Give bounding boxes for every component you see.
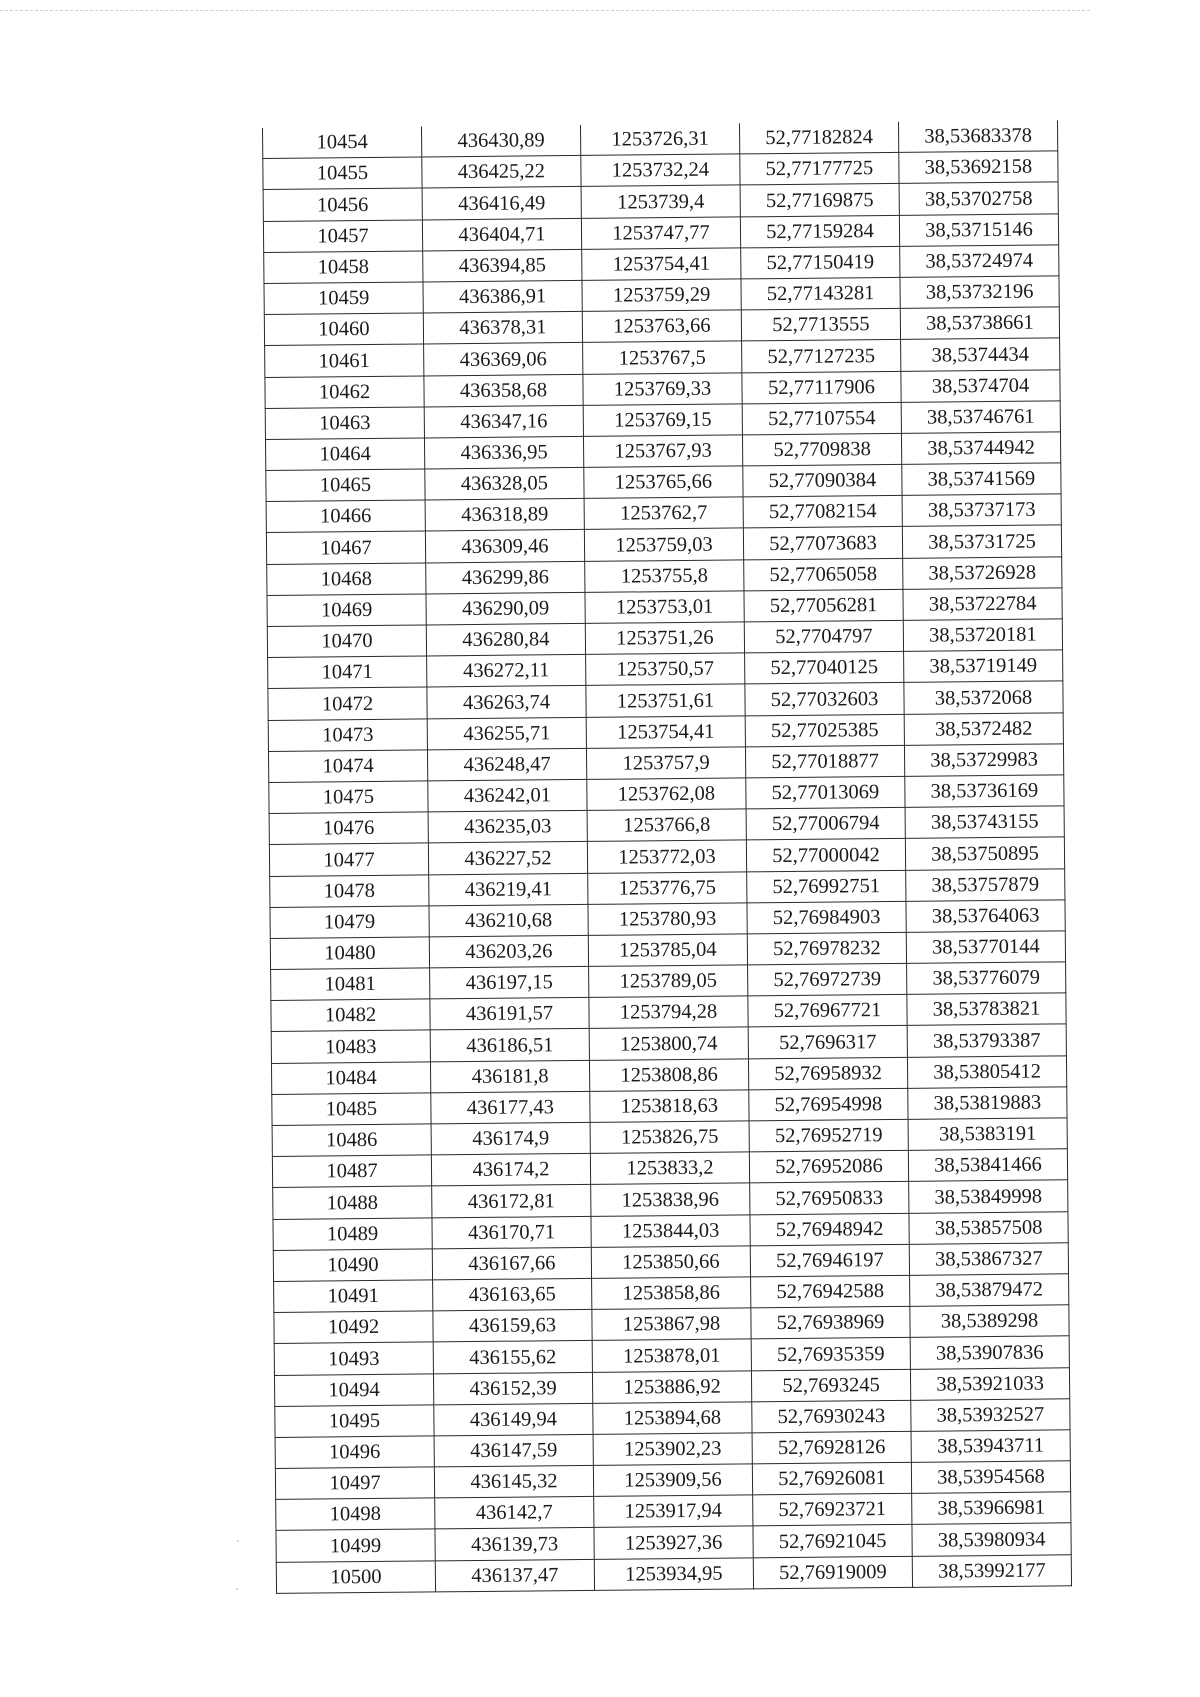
longitude-cell: 38,53921033 — [910, 1367, 1069, 1400]
y-coordinate-cell: 1253894,68 — [593, 1402, 752, 1435]
latitude-cell: 52,76923721 — [753, 1494, 912, 1527]
x-coordinate-cell: 436149,94 — [434, 1403, 593, 1436]
latitude-cell: 52,76935359 — [751, 1338, 910, 1371]
longitude-cell: 38,53732196 — [900, 276, 1059, 309]
y-coordinate-cell: 1253754,41 — [582, 248, 741, 281]
x-coordinate-cell: 436170,71 — [432, 1216, 591, 1249]
x-coordinate-cell: 436197,15 — [430, 966, 589, 999]
point-number-cell: 10476 — [269, 812, 428, 845]
longitude-cell: 38,53966981 — [912, 1492, 1071, 1525]
y-coordinate-cell: 1253789,05 — [589, 965, 748, 998]
y-coordinate-cell: 1253759,29 — [582, 279, 741, 312]
x-coordinate-cell: 436210,68 — [429, 904, 588, 937]
x-coordinate-cell: 436174,9 — [431, 1122, 590, 1155]
x-coordinate-cell: 436203,26 — [429, 935, 588, 968]
latitude-cell: 52,77000042 — [746, 839, 905, 872]
longitude-cell: 38,53729983 — [904, 744, 1063, 777]
x-coordinate-cell: 436299,86 — [426, 561, 585, 594]
longitude-cell: 38,53741569 — [902, 463, 1061, 496]
longitude-cell: 38,53683378 — [898, 120, 1057, 152]
longitude-cell: 38,53867327 — [909, 1243, 1068, 1276]
x-coordinate-cell: 436272,11 — [427, 655, 586, 688]
latitude-cell: 52,76930243 — [752, 1400, 911, 1433]
point-number-cell: 10495 — [275, 1405, 434, 1438]
latitude-cell: 52,76948942 — [750, 1213, 909, 1246]
latitude-cell: 52,76984903 — [747, 901, 906, 934]
y-coordinate-cell: 1253755,8 — [585, 560, 744, 593]
y-coordinate-cell: 1253766,8 — [587, 809, 746, 842]
longitude-cell: 38,53746761 — [901, 401, 1060, 434]
point-number-cell: 10457 — [263, 220, 422, 253]
y-coordinate-cell: 1253833,2 — [590, 1152, 749, 1185]
x-coordinate-cell: 436425,22 — [422, 156, 581, 189]
latitude-cell: 52,77018877 — [745, 745, 904, 778]
longitude-cell: 38,53715146 — [899, 213, 1058, 246]
point-number-cell: 10454 — [262, 126, 421, 158]
x-coordinate-cell: 436163,65 — [433, 1278, 592, 1311]
y-coordinate-cell: 1253765,66 — [584, 466, 743, 499]
y-coordinate-cell: 1253769,33 — [583, 372, 742, 405]
y-coordinate-cell: 1253826,75 — [590, 1121, 749, 1154]
latitude-cell: 52,77006794 — [746, 807, 905, 840]
latitude-cell: 52,76972739 — [748, 963, 907, 996]
longitude-cell: 38,53879472 — [910, 1274, 1069, 1307]
longitude-cell: 38,53743155 — [905, 806, 1064, 839]
point-number-cell: 10484 — [271, 1062, 430, 1095]
latitude-cell: 52,76938969 — [751, 1306, 910, 1339]
x-coordinate-cell: 436404,71 — [422, 218, 581, 251]
point-number-cell: 10456 — [263, 188, 422, 221]
y-coordinate-cell: 1253794,28 — [589, 996, 748, 1029]
point-number-cell: 10474 — [268, 750, 427, 783]
latitude-cell: 52,77040125 — [745, 652, 904, 685]
point-number-cell: 10498 — [276, 1498, 435, 1531]
x-coordinate-cell: 436347,16 — [424, 405, 583, 438]
latitude-cell: 52,77013069 — [746, 776, 905, 809]
x-coordinate-cell: 436290,09 — [426, 592, 585, 625]
latitude-cell: 52,76919009 — [753, 1556, 912, 1589]
point-number-cell: 10458 — [264, 251, 423, 284]
latitude-cell: 52,77090384 — [743, 464, 902, 497]
point-number-cell: 10479 — [270, 906, 429, 939]
y-coordinate-cell: 1253917,94 — [594, 1495, 753, 1528]
latitude-cell: 52,7709838 — [742, 433, 901, 466]
longitude-cell: 38,53943711 — [911, 1430, 1070, 1463]
latitude-cell: 52,7696317 — [748, 1026, 907, 1059]
point-number-cell: 10487 — [272, 1155, 431, 1188]
point-number-cell: 10466 — [266, 500, 425, 533]
latitude-cell: 52,77169875 — [740, 184, 899, 217]
y-coordinate-cell: 1253732,24 — [581, 154, 740, 187]
longitude-cell: 38,53726928 — [903, 556, 1062, 589]
y-coordinate-cell: 1253909,56 — [593, 1464, 752, 1497]
longitude-cell: 38,53954568 — [911, 1461, 1070, 1494]
y-coordinate-cell: 1253844,03 — [591, 1214, 750, 1247]
y-coordinate-cell: 1253757,9 — [586, 747, 745, 780]
coordinates-table-body — [262, 120, 1071, 1593]
longitude-cell: 38,53857508 — [909, 1211, 1068, 1244]
point-number-cell: 10494 — [274, 1373, 433, 1406]
latitude-cell: 52,77065058 — [744, 558, 903, 591]
longitude-cell: 38,53770144 — [906, 931, 1065, 964]
x-coordinate-cell: 436328,05 — [425, 467, 584, 500]
longitude-cell: 38,5374704 — [901, 369, 1060, 402]
latitude-cell: 52,77143281 — [741, 277, 900, 310]
latitude-cell: 52,7704797 — [744, 620, 903, 653]
point-number-cell: 10464 — [265, 438, 424, 471]
y-coordinate-cell: 1253776,75 — [588, 871, 747, 904]
longitude-cell: 38,53776079 — [907, 962, 1066, 995]
x-coordinate-cell: 436186,51 — [430, 1029, 589, 1062]
x-coordinate-cell: 436152,39 — [433, 1372, 592, 1405]
longitude-cell: 38,53750895 — [905, 837, 1064, 870]
y-coordinate-cell: 1253850,66 — [591, 1246, 750, 1279]
y-coordinate-cell: 1253902,23 — [593, 1433, 752, 1466]
x-coordinate-cell: 436235,03 — [428, 811, 587, 844]
x-coordinate-cell: 436263,74 — [427, 686, 586, 719]
y-coordinate-cell: 1253763,66 — [582, 310, 741, 343]
y-coordinate-cell: 1253769,15 — [583, 404, 742, 437]
x-coordinate-cell: 436255,71 — [427, 717, 586, 750]
y-coordinate-cell: 1253767,93 — [583, 435, 742, 468]
longitude-cell: 38,53764063 — [906, 900, 1065, 933]
y-coordinate-cell: 1253754,41 — [586, 715, 745, 748]
longitude-cell: 38,5372068 — [904, 681, 1063, 714]
y-coordinate-cell: 1253934,95 — [594, 1557, 753, 1590]
x-coordinate-cell: 436280,84 — [426, 623, 585, 656]
x-coordinate-cell: 436369,06 — [424, 343, 583, 376]
x-coordinate-cell: 436358,68 — [424, 374, 583, 407]
x-coordinate-cell: 436430,89 — [421, 125, 580, 157]
latitude-cell: 52,77032603 — [745, 683, 904, 716]
point-number-cell: 10490 — [273, 1249, 432, 1282]
longitude-cell: 38,53841466 — [908, 1149, 1067, 1182]
latitude-cell: 52,77150419 — [741, 246, 900, 279]
y-coordinate-cell: 1253767,5 — [583, 341, 742, 374]
point-number-cell: 10496 — [275, 1436, 434, 1469]
y-coordinate-cell: 1253750,57 — [586, 653, 745, 686]
x-coordinate-cell: 436191,57 — [430, 998, 589, 1031]
y-coordinate-cell: 1253751,61 — [586, 684, 745, 717]
y-coordinate-cell: 1253780,93 — [588, 903, 747, 936]
longitude-cell: 38,53793387 — [907, 1024, 1066, 1057]
latitude-cell: 52,77127235 — [742, 340, 901, 373]
latitude-cell: 52,77182824 — [739, 122, 898, 154]
latitude-cell: 52,77056281 — [744, 589, 903, 622]
longitude-cell: 38,53722784 — [903, 588, 1062, 621]
point-number-cell: 10462 — [265, 375, 424, 408]
x-coordinate-cell: 436309,46 — [425, 530, 584, 563]
y-coordinate-cell: 1253867,98 — [592, 1308, 751, 1341]
longitude-cell: 38,53980934 — [912, 1523, 1071, 1556]
x-coordinate-cell: 436155,62 — [433, 1341, 592, 1374]
point-number-cell: 10486 — [272, 1124, 431, 1157]
scan-speck — [237, 1540, 239, 1542]
point-number-cell: 10480 — [270, 937, 429, 970]
longitude-cell: 38,53720181 — [903, 619, 1062, 652]
latitude-cell: 52,76926081 — [752, 1462, 911, 1495]
longitude-cell: 38,5374434 — [901, 338, 1060, 371]
y-coordinate-cell: 1253785,04 — [588, 934, 747, 967]
y-coordinate-cell: 1253751,26 — [585, 622, 744, 655]
x-coordinate-cell: 436137,47 — [435, 1559, 594, 1592]
point-number-cell: 10489 — [273, 1217, 432, 1250]
table-row — [276, 1554, 1071, 1593]
y-coordinate-cell: 1253772,03 — [587, 840, 746, 873]
point-number-cell: 10471 — [268, 656, 427, 689]
x-coordinate-cell: 436177,43 — [431, 1091, 590, 1124]
x-coordinate-cell: 436318,89 — [425, 499, 584, 532]
y-coordinate-cell: 1253726,31 — [580, 123, 739, 155]
longitude-cell: 38,53731725 — [902, 525, 1061, 558]
x-coordinate-cell: 436242,01 — [428, 779, 587, 812]
x-coordinate-cell: 436336,95 — [424, 436, 583, 469]
point-number-cell: 10473 — [268, 719, 427, 752]
x-coordinate-cell: 436174,2 — [431, 1154, 590, 1187]
longitude-cell: 38,5389298 — [910, 1305, 1069, 1338]
x-coordinate-cell: 436248,47 — [427, 748, 586, 781]
y-coordinate-cell: 1253878,01 — [592, 1339, 751, 1372]
point-number-cell: 10459 — [264, 282, 423, 315]
latitude-cell: 52,76952086 — [749, 1151, 908, 1184]
point-number-cell: 10455 — [263, 157, 422, 190]
longitude-cell: 38,53738661 — [900, 307, 1059, 340]
point-number-cell: 10470 — [267, 625, 426, 658]
longitude-cell: 38,53719149 — [904, 650, 1063, 683]
latitude-cell: 52,76958932 — [748, 1057, 907, 1090]
scan-speck — [236, 1588, 238, 1590]
latitude-cell: 52,76921045 — [753, 1525, 912, 1558]
longitude-cell: 38,53992177 — [912, 1554, 1071, 1587]
x-coordinate-cell: 436172,81 — [432, 1185, 591, 1218]
y-coordinate-cell: 1253753,01 — [585, 591, 744, 624]
x-coordinate-cell: 436416,49 — [422, 187, 581, 220]
x-coordinate-cell: 436219,41 — [429, 873, 588, 906]
x-coordinate-cell: 436145,32 — [434, 1465, 593, 1498]
point-number-cell: 10477 — [269, 843, 428, 876]
y-coordinate-cell: 1253747,77 — [581, 216, 740, 249]
y-coordinate-cell: 1253800,74 — [589, 1027, 748, 1060]
longitude-cell: 38,53736169 — [905, 775, 1064, 808]
latitude-cell: 52,76928126 — [752, 1431, 911, 1464]
y-coordinate-cell: 1253762,08 — [587, 778, 746, 811]
coordinates-table — [262, 120, 1072, 1593]
latitude-cell: 52,7693245 — [751, 1369, 910, 1402]
point-number-cell: 10492 — [274, 1311, 433, 1344]
point-number-cell: 10500 — [276, 1561, 435, 1594]
point-number-cell: 10472 — [268, 687, 427, 720]
x-coordinate-cell: 436167,66 — [432, 1247, 591, 1280]
y-coordinate-cell: 1253808,86 — [589, 1058, 748, 1091]
point-number-cell: 10463 — [265, 407, 424, 440]
latitude-cell: 52,77117906 — [742, 371, 901, 404]
latitude-cell: 52,77107554 — [742, 402, 901, 435]
point-number-cell: 10469 — [267, 594, 426, 627]
y-coordinate-cell: 1253858,86 — [592, 1277, 751, 1310]
longitude-cell: 38,5383191 — [908, 1118, 1067, 1151]
latitude-cell: 52,76954998 — [749, 1088, 908, 1121]
longitude-cell: 38,53724974 — [900, 245, 1059, 278]
longitude-cell: 38,5372482 — [904, 712, 1063, 745]
x-coordinate-cell: 436147,59 — [434, 1434, 593, 1467]
y-coordinate-cell: 1253739,4 — [581, 185, 740, 218]
point-number-cell: 10465 — [266, 469, 425, 502]
longitude-cell: 38,53783821 — [907, 993, 1066, 1026]
point-number-cell: 10461 — [265, 344, 424, 377]
y-coordinate-cell: 1253818,63 — [590, 1090, 749, 1123]
latitude-cell: 52,77073683 — [743, 527, 902, 560]
latitude-cell: 52,76950833 — [750, 1182, 909, 1215]
latitude-cell: 52,77082154 — [743, 496, 902, 529]
point-number-cell: 10491 — [274, 1280, 433, 1313]
latitude-cell: 52,76946197 — [750, 1244, 909, 1277]
x-coordinate-cell: 436386,91 — [423, 280, 582, 313]
scan-edge-line — [0, 10, 1090, 11]
longitude-cell: 38,53849998 — [909, 1180, 1068, 1213]
x-coordinate-cell: 436142,7 — [435, 1497, 594, 1530]
point-number-cell: 10460 — [264, 313, 423, 346]
point-number-cell: 10488 — [273, 1186, 432, 1219]
point-number-cell: 10482 — [271, 999, 430, 1032]
point-number-cell: 10493 — [274, 1342, 433, 1375]
y-coordinate-cell: 1253886,92 — [592, 1370, 751, 1403]
latitude-cell: 52,7713555 — [741, 309, 900, 342]
longitude-cell: 38,53805412 — [907, 1055, 1066, 1088]
point-number-cell: 10468 — [267, 563, 426, 596]
latitude-cell: 52,77025385 — [745, 714, 904, 747]
latitude-cell: 52,76967721 — [748, 995, 907, 1028]
latitude-cell: 52,76952719 — [749, 1119, 908, 1152]
y-coordinate-cell: 1253838,96 — [591, 1183, 750, 1216]
x-coordinate-cell: 436159,63 — [433, 1310, 592, 1343]
longitude-cell: 38,53702758 — [899, 182, 1058, 215]
point-number-cell: 10485 — [272, 1093, 431, 1126]
longitude-cell: 38,53907836 — [910, 1336, 1069, 1369]
x-coordinate-cell: 436181,8 — [430, 1060, 589, 1093]
point-number-cell: 10467 — [266, 531, 425, 564]
latitude-cell: 52,76992751 — [747, 870, 906, 903]
y-coordinate-cell: 1253762,7 — [584, 497, 743, 530]
y-coordinate-cell: 1253927,36 — [594, 1526, 753, 1559]
latitude-cell: 52,77159284 — [740, 215, 899, 248]
point-number-cell: 10499 — [276, 1529, 435, 1562]
x-coordinate-cell: 436378,31 — [423, 312, 582, 345]
y-coordinate-cell: 1253759,03 — [584, 528, 743, 561]
x-coordinate-cell: 436139,73 — [435, 1528, 594, 1561]
x-coordinate-cell: 436394,85 — [423, 249, 582, 282]
longitude-cell: 38,53819883 — [908, 1087, 1067, 1120]
latitude-cell: 52,76978232 — [747, 932, 906, 965]
latitude-cell: 52,77177725 — [740, 153, 899, 186]
point-number-cell: 10478 — [270, 874, 429, 907]
latitude-cell: 52,76942588 — [751, 1275, 910, 1308]
longitude-cell: 38,53737173 — [902, 494, 1061, 527]
point-number-cell: 10475 — [269, 781, 428, 814]
x-coordinate-cell: 436227,52 — [428, 842, 587, 875]
point-number-cell: 10481 — [271, 968, 430, 1001]
point-number-cell: 10483 — [271, 1030, 430, 1063]
longitude-cell: 38,53932527 — [911, 1398, 1070, 1431]
point-number-cell: 10497 — [275, 1467, 434, 1500]
longitude-cell: 38,53757879 — [906, 868, 1065, 901]
longitude-cell: 38,53744942 — [901, 432, 1060, 465]
longitude-cell: 38,53692158 — [899, 151, 1058, 184]
